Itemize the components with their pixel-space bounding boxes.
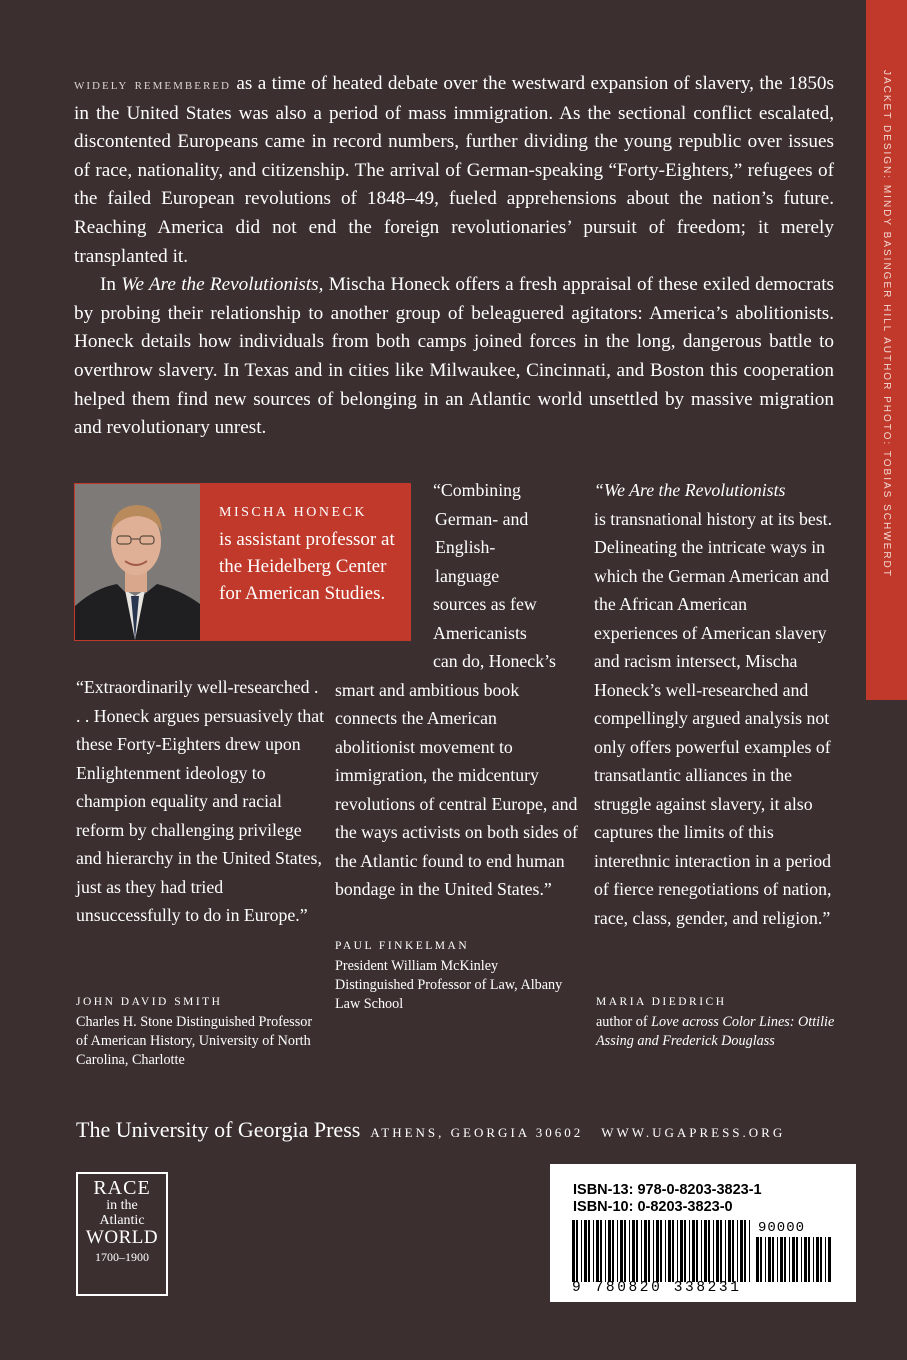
barcode-bar	[732, 1220, 734, 1282]
barcode-bar	[572, 1220, 575, 1282]
publisher-name: The University of Georgia Press	[76, 1117, 361, 1142]
barcode-bar	[784, 1237, 786, 1282]
barcode-bar	[696, 1220, 698, 1282]
barcode-bar	[581, 1220, 582, 1282]
barcode-bar	[593, 1220, 594, 1282]
blurb-diedrich-body: is transnational history at its best. Delineating the intricate ways in which the German American and the African American experiences of American slavery and racism intersect, Mischa Honeck’s well-researched and compellingly argued analysis not only offers powerful examples of transatlantic alliances in the struggle against slavery, it also captures the limits of this interethnic interaction in a period of fierce renegotiations of nation, race, class, gender, and religion.”	[594, 508, 833, 928]
barcode-bar	[825, 1237, 826, 1282]
barcode-bar	[756, 1237, 759, 1282]
barcode-bar	[780, 1237, 783, 1282]
barcode-bar	[672, 1220, 674, 1282]
jacket-credit-text: JACKET DESIGN: MINDY BASINGER HILL AUTHOR PHOTO: TOBIAS SCHWERDT	[881, 70, 892, 578]
barcode-bar	[684, 1220, 686, 1282]
blurb-finkelman	[335, 476, 580, 904]
barcode-bar	[701, 1220, 702, 1282]
barcode-bar	[716, 1220, 719, 1282]
author-photo	[75, 484, 200, 640]
reviewer-affiliation: Charles H. Stone Distinguished Professor of American History, University of North Carolina, Charlotte	[76, 1014, 313, 1068]
barcode-bar	[612, 1220, 614, 1282]
book-description	[74, 70, 834, 443]
barcode-bar	[576, 1220, 578, 1282]
barcode-bar	[760, 1237, 762, 1282]
barcode-bar	[820, 1237, 822, 1282]
attribution-finkelman	[335, 937, 580, 1014]
barcode-bar	[744, 1220, 746, 1282]
description-paragraph-2: In We Are the Revolutionists, Mischa Honeck offers a fresh appraisal of these exiled democrats by probing their relationship to another group of beleaguered agitators: America’s abolitionists. Honeck details how individuals from both camps joined forces in the long, dangerous battle to overthrow slavery. In Texas and in cities like Milwaukee, Cincinnati, and Boston this cooperation helped them find new sources of belonging in an Atlantic world unsettled by massive migration and revolutionary unrest.	[74, 274, 835, 439]
barcode-bar	[584, 1220, 587, 1282]
blurb-diedrich	[594, 476, 834, 932]
barcode-bar	[796, 1237, 798, 1282]
barcode-box	[550, 1164, 856, 1302]
barcode-bar	[749, 1220, 750, 1282]
barcode-bar	[813, 1237, 814, 1282]
barcode-bar	[608, 1220, 611, 1282]
barcode-bar	[772, 1237, 774, 1282]
barcode-bar	[804, 1237, 807, 1282]
isbn-10: ISBN-10: 0-8203-3823-0	[573, 1199, 733, 1215]
price-code: 90000	[758, 1220, 806, 1236]
barcode-bar	[708, 1220, 710, 1282]
barcode-addon-bars	[756, 1237, 834, 1282]
publisher-city: ATHENS, GEORGIA 30602	[370, 1125, 584, 1140]
reviewer-name: JOHN DAVID SMITH	[76, 996, 223, 1008]
description-paragraph-1: widely remembered as a time of heated debate over the westward expansion of slavery, the 1850s in the United States was also a period of mass immigration. As the sectional conflict escalated, discontented Europeans came in record numbers, further dividing the young republic over issues of race, nationality, and citizenship. The arrival of German-speaking “Forty-Eighters,” refugees of the failed European revolutions of 1848–49, fueled apprehensions about the nation’s future. Reaching America did not end the foreign revolutionaries’ pursuit of freedom; it merely transplanted it.	[74, 73, 834, 267]
barcode-bar	[692, 1220, 695, 1282]
barcode-bar	[668, 1220, 671, 1282]
barcode-bar	[808, 1237, 810, 1282]
barcode-bar	[740, 1220, 743, 1282]
barcode-bar	[600, 1220, 602, 1282]
barcode-bar	[768, 1237, 771, 1282]
barcode-bar	[617, 1220, 618, 1282]
barcode-bar	[828, 1237, 831, 1282]
barcode-bar	[653, 1220, 654, 1282]
barcode-bar	[644, 1220, 647, 1282]
barcode-main-bars	[572, 1220, 752, 1282]
barcode-digits: 9 780820 338231	[572, 1280, 742, 1296]
barcode-bar	[777, 1237, 778, 1282]
barcode-bar	[588, 1220, 590, 1282]
barcode-bar	[641, 1220, 642, 1282]
publisher-line	[76, 1117, 856, 1143]
barcode-bar	[656, 1220, 659, 1282]
attribution-diedrich: MARIA DIEDRICH author of Love across Color Lines: Ottilie Assing and Frederick Douglass	[596, 993, 836, 1051]
barcode-bar	[660, 1220, 662, 1282]
isbn-13: ISBN-13: 978-0-8203-3823-1	[573, 1182, 762, 1198]
barcode-bar	[725, 1220, 726, 1282]
blurb-finkelman-wrap: “Combining German- and English- language sources as few Americanists can do, Honeck’s	[433, 480, 556, 671]
author-name: MISCHA HONECK	[219, 505, 368, 520]
barcode-bar	[665, 1220, 666, 1282]
barcode-bar	[624, 1220, 626, 1282]
reviewer-affiliation: President William McKinley Distinguished Professor of Law, Albany Law School	[335, 958, 563, 1012]
barcode-bar	[816, 1237, 819, 1282]
barcode-bar	[620, 1220, 623, 1282]
reviewer-book-title: Love across Color Lines: Ottilie Assing and Frederick Douglass	[596, 1014, 835, 1049]
barcode-bar	[677, 1220, 678, 1282]
barcode-bar	[636, 1220, 638, 1282]
barcode-bar	[801, 1237, 802, 1282]
barcode-bar	[648, 1220, 650, 1282]
barcode-bar	[720, 1220, 722, 1282]
barcode-bar	[596, 1220, 599, 1282]
blurb-smith: “Extraordinarily well-researched . . . Honeck argues persuasively that these Forty-Eighters drew upon Enlightenment ideology to champion equality and racial reform by challenging privilege and hierarchy in the United States, just as they had tried unsuccessfully to do in Europe.”	[76, 677, 325, 925]
barcode-bar	[689, 1220, 690, 1282]
blurb-diedrich-title: “We Are the Revolutionists	[594, 480, 786, 500]
attribution-smith	[76, 993, 326, 1070]
barcode-bar	[632, 1220, 635, 1282]
reviewer-name: MARIA DIEDRICH	[596, 996, 727, 1008]
lead-in: widely remembered	[74, 77, 231, 93]
publisher-website[interactable]: WWW.UGAPRESS.ORG	[601, 1125, 786, 1140]
barcode-bar	[792, 1237, 795, 1282]
blurb-finkelman-body: smart and ambitious book connects the American abolitionist movement to immigration, the midcentury revolutions of central Europe, and the ways activists on both sides of the Atlantic found to end human bondage in the United States.”	[335, 679, 578, 899]
barcode-bar	[789, 1237, 790, 1282]
barcode-bar	[765, 1237, 766, 1282]
book-title: We Are the Revolutionists,	[121, 274, 324, 296]
reviewer-name: PAUL FINKELMAN	[335, 940, 470, 952]
barcode-bar	[713, 1220, 714, 1282]
barcode-bar	[704, 1220, 707, 1282]
barcode-bar	[728, 1220, 731, 1282]
barcode-bar	[629, 1220, 630, 1282]
series-logo: RACE in the Atlantic WORLD 1700–1900	[76, 1172, 168, 1296]
spine-credits	[866, 0, 907, 700]
barcode-bar	[737, 1220, 738, 1282]
barcode-bar	[605, 1220, 606, 1282]
author-bio-text: is assistant professor at the Heidelberg Center for American Studies.	[219, 529, 395, 604]
barcode-bar	[680, 1220, 683, 1282]
